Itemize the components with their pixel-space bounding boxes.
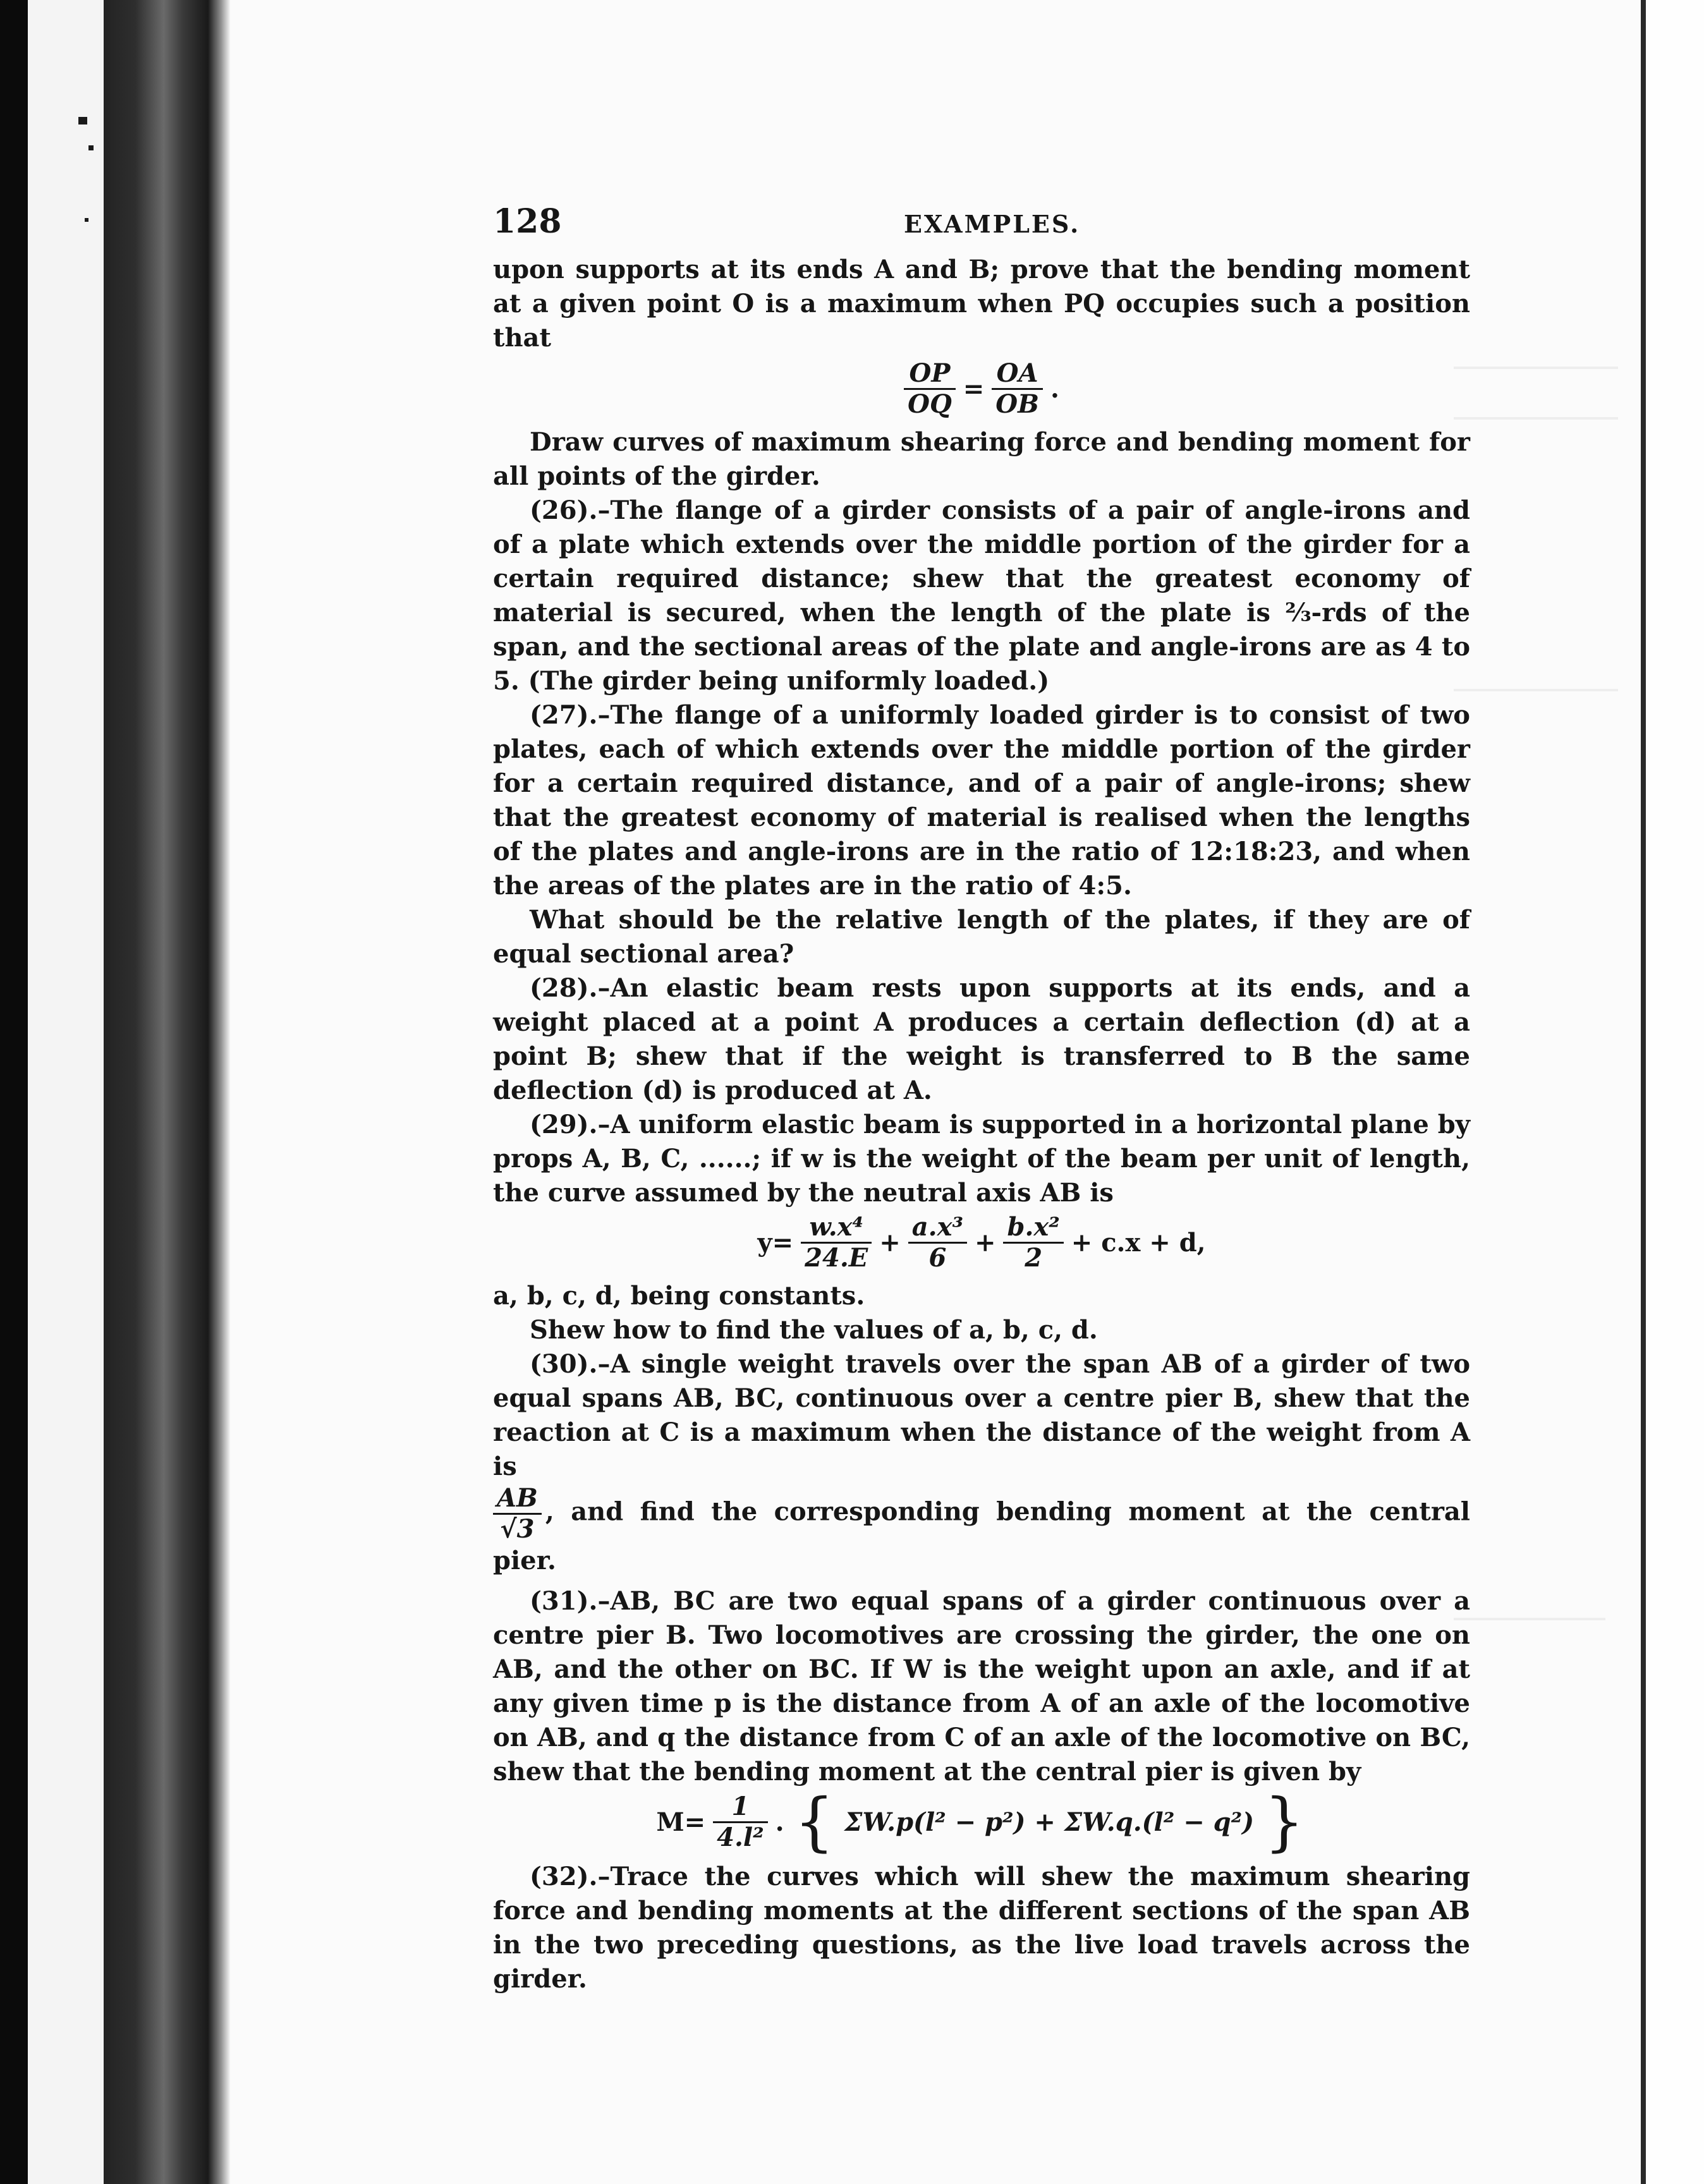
bleed-through-line xyxy=(1454,1618,1605,1620)
fraction-denominator: OB xyxy=(995,389,1039,419)
fraction-ab-root3 xyxy=(493,1484,542,1544)
plus-sign: + xyxy=(879,1228,901,1258)
fraction-denominator: √3 xyxy=(500,1514,535,1544)
paragraph: a, b, c, d, being constants. xyxy=(493,1281,865,1311)
fraction-oa-ob xyxy=(992,359,1043,419)
fraction-denominator: 2 xyxy=(1025,1243,1043,1273)
fraction-one-over-4l2 xyxy=(713,1792,767,1852)
equals-sign: = xyxy=(963,374,985,404)
example-27: (27).–The flange of a uniformly loaded girder is to consist of two plates, each of which extends over the middle portion of the girder for a certain required distance, and of a pair of angle-irons; shew that the greatest economy of material is realised when the lengths of the plates and angle-irons are in the ratio of 12:18:23, and when the areas of the plates are in the ratio of 4:5. xyxy=(493,700,1470,901)
bleed-through-line xyxy=(1454,367,1618,369)
plus-sign: + xyxy=(974,1228,996,1258)
paragraph: Draw curves of maximum shearing force and bending moment for all points of the girder. xyxy=(493,427,1470,491)
formula-lhs: M= xyxy=(656,1807,706,1837)
fraction-term-3 xyxy=(1003,1213,1063,1273)
scan-speck xyxy=(88,145,94,150)
fraction-numerator: OP xyxy=(904,359,956,390)
section-title: EXAMPLES. xyxy=(904,210,1081,238)
paragraph: What should be the relative length of the plates, if they are of equal sectional area? xyxy=(493,905,1470,969)
fraction-numerator: b.x² xyxy=(1003,1213,1063,1244)
scan-speck xyxy=(85,218,88,222)
fraction-numerator: w.x⁴ xyxy=(801,1213,872,1244)
page-content xyxy=(493,202,1470,1996)
formula-body: ΣW.p(l² − p²) + ΣW.q.(l² − q²) xyxy=(844,1807,1255,1837)
paragraph-continuation: upon supports at its ends A and B; prove that the bending moment at a given point O is a maximum when PQ occupies such a position that xyxy=(493,255,1470,353)
formula-bending-moment xyxy=(493,1785,1470,1859)
example-28: (28).–An elastic beam rests upon supports at its ends, and a weight placed at a point A produces a certain deflection (d) at a point B; shew that if the weight is transferred to B the same deflection (d) is produced at A. xyxy=(493,973,1470,1105)
fraction-denominator: 24.E xyxy=(805,1243,868,1273)
scan-right-margin xyxy=(1646,0,1704,2184)
fraction-op-oq xyxy=(904,359,956,419)
running-head xyxy=(493,202,1470,253)
period: . xyxy=(1050,374,1059,404)
example-26: (26).–The flange of a girder consists of a pair of angle-irons and of a plate which extends over the middle portion of the girder for a certain required distance; shew that the greatest economy of material is secured, when the length of the plate is ⅔-rds of the span, and the sectional areas of the plate and angle-irons are as 4 to 5. (The girder being uniformly loaded.) xyxy=(493,495,1470,696)
fraction-numerator: OA xyxy=(992,359,1043,390)
paragraph-tail: , and find the corresponding bending moment at the central pier. xyxy=(493,1496,1470,1575)
fraction-term-1 xyxy=(801,1213,872,1273)
close-brace: } xyxy=(1264,1785,1305,1859)
fraction-denominator: 6 xyxy=(928,1243,947,1273)
scan-left-border xyxy=(0,0,28,2184)
scan-left-margin xyxy=(28,0,104,2184)
dot: . xyxy=(775,1807,784,1837)
fraction-term-2 xyxy=(908,1213,967,1273)
fraction-denominator: OQ xyxy=(908,389,952,419)
paragraph-with-fraction xyxy=(493,1484,1470,1578)
example-30: (30).–A single weight travels over the span AB of a girder of two equal spans AB, BC, continuous over a centre pier B, shew that the reaction at C is a maximum when the distance of the weight from A is xyxy=(493,1349,1470,1481)
formula-neutral-axis xyxy=(493,1213,1470,1273)
example-31: (31).–AB, BC are two equal spans of a girder continuous over a centre pier B. Two locomotives are crossing the girder, the one on AB, and the other on BC. If W is the weight upon an axle, and if at any given time p is the distance from A of an axle of the locomotive on AB, and q the distance from C of an axle of the locomotive on BC, shew that the bending moment at the central pier is given by xyxy=(493,1586,1470,1787)
bleed-through-line xyxy=(1454,689,1618,691)
book-gutter xyxy=(104,0,230,2184)
page-right-edge xyxy=(1641,0,1646,2184)
example-32: (32).–Trace the curves which will shew the maximum shearing force and bending moments at the different sections of the span AB in the two preceding questions, as the live load travels across the girder. xyxy=(493,1862,1470,1994)
scan-speck xyxy=(78,117,87,124)
formula-lhs: y= xyxy=(757,1228,794,1258)
paragraph: Shew how to find the values of a, b, c, d. xyxy=(530,1315,1098,1345)
formula-tail: + c.x + d, xyxy=(1071,1228,1206,1258)
example-29: (29).–A uniform elastic beam is supported in a horizontal plane by props A, B, C, ......; if w is the weight of the beam per unit of length, the curve assumed by the neutral axis AB is xyxy=(493,1110,1470,1208)
open-brace: { xyxy=(794,1785,835,1859)
fraction-numerator: AB xyxy=(493,1484,542,1515)
fraction-denominator: 4.l² xyxy=(717,1822,764,1852)
page-number: 128 xyxy=(493,202,562,241)
fraction-numerator: 1 xyxy=(713,1792,767,1823)
formula-ratio xyxy=(493,359,1470,419)
bleed-through-line xyxy=(1454,417,1618,420)
fraction-numerator: a.x³ xyxy=(908,1213,967,1244)
